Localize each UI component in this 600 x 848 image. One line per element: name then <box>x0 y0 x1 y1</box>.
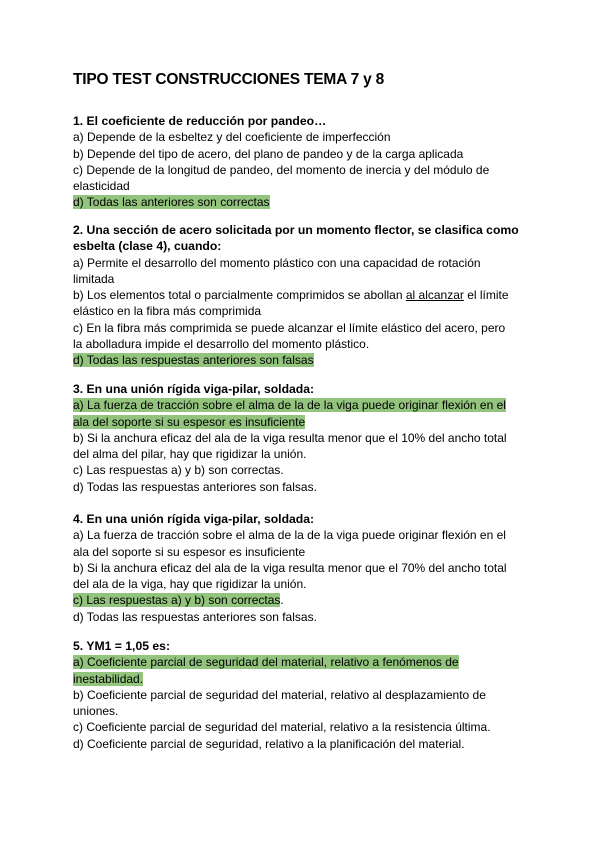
question-title: 1. El coeficiente de reducción por pandeo… <box>73 114 327 128</box>
option-a-correct: a) La fuerza de tracción sobre el alma de la de la viga puede originar flexión en el <box>73 398 506 413</box>
option-c: c) Depende de la longitud de pandeo, del momento de inercia y del módulo de <box>73 162 490 177</box>
option-b: b) Depende del tipo de acero, del plano de pandeo y de la carga aplicada <box>73 146 464 161</box>
option-d: d) Todas las respuestas anteriores son falsas. <box>73 609 317 624</box>
document-title: TIPO TEST CONSTRUCCIONES TEMA 7 y 8 <box>73 71 385 88</box>
option-b-underlined: al alcanzar <box>405 288 464 303</box>
question-1 <box>73 113 523 211</box>
option-c-cont: elasticidad <box>73 179 130 194</box>
option-a-cont: limitada <box>73 271 115 286</box>
question-title: 3. En una unión rígida viga-pilar, soldada: <box>73 382 315 396</box>
option-a-cont: ala del soporte si su espesor es insuficiente <box>73 544 306 559</box>
question-title-cont: esbelta (clase 4), cuando: <box>73 239 222 254</box>
option-a-correct: a) Coeficiente parcial de seguridad del material, relativo a fenómenos de <box>73 655 459 670</box>
option-a: a) Permite el desarrollo del momento plástico con una capacidad de rotación <box>73 255 481 270</box>
option-b-cont: elástico en la fibra más comprimida <box>73 304 262 319</box>
option-d: d) Coeficiente parcial de seguridad, relativo a la planificación del material. <box>73 736 465 751</box>
option-b-cont: del ala de la viga, hay que rigidizar la unión. <box>73 577 307 592</box>
option-b-cont: uniones. <box>73 704 119 719</box>
option-c-period: . <box>280 593 284 608</box>
option-d-correct: d) Todas las anteriores son correctas <box>73 195 270 210</box>
question-title: 2. Una sección de acero solicitada por un momento flector, se clasifica como <box>73 223 519 237</box>
question-title: 5. YM1 = 1,05 es: <box>73 639 170 653</box>
option-c-correct: c) Las respuestas a) y b) son correctas <box>73 593 281 608</box>
question-2 <box>73 222 523 369</box>
option-c: c) Las respuestas a) y b) son correctas. <box>73 463 284 478</box>
option-a-correct-cont: inestabilidad. <box>73 671 144 686</box>
option-c-cont: la abolladura impide el desarrollo del momento plástico. <box>73 337 370 352</box>
option-c: c) En la fibra más comprimida se puede alcanzar el límite elástico del acero, pero <box>73 320 506 335</box>
question-4 <box>73 511 523 625</box>
option-a-correct-cont: ala del soporte si su espesor es insuficiente <box>73 414 306 429</box>
question-title: 4. En una unión rígida viga-pilar, soldada: <box>73 512 315 526</box>
option-d: d) Todas las respuestas anteriores son falsas. <box>73 479 317 494</box>
option-a: a) La fuerza de tracción sobre el alma de la de la viga puede originar flexión en el <box>73 528 506 543</box>
question-5 <box>73 638 523 752</box>
option-b <box>73 287 523 303</box>
option-b: b) Si la anchura eficaz del ala de la viga resulta menor que el 10% del ancho total <box>73 430 507 445</box>
option-b: b) Si la anchura eficaz del ala de la viga resulta menor que el 70% del ancho total <box>73 560 507 575</box>
question-3 <box>73 381 523 495</box>
option-c: c) Coeficiente parcial de seguridad del material, relativo a la resistencia última. <box>73 720 491 735</box>
option-b: b) Coeficiente parcial de seguridad del material, relativo al desplazamiento de <box>73 687 486 702</box>
option-b-text: b) Los elementos total o parcialmente comprimidos se abollan <box>73 288 406 303</box>
option-a: a) Depende de la esbeltez y del coeficiente de imperfección <box>73 130 391 145</box>
option-d-correct: d) Todas las respuestas anteriores son falsas <box>73 353 314 368</box>
option-b-text-end: el límite <box>463 288 509 303</box>
option-b-cont: del alma del pilar, hay que rigidizar la unión. <box>73 447 307 462</box>
